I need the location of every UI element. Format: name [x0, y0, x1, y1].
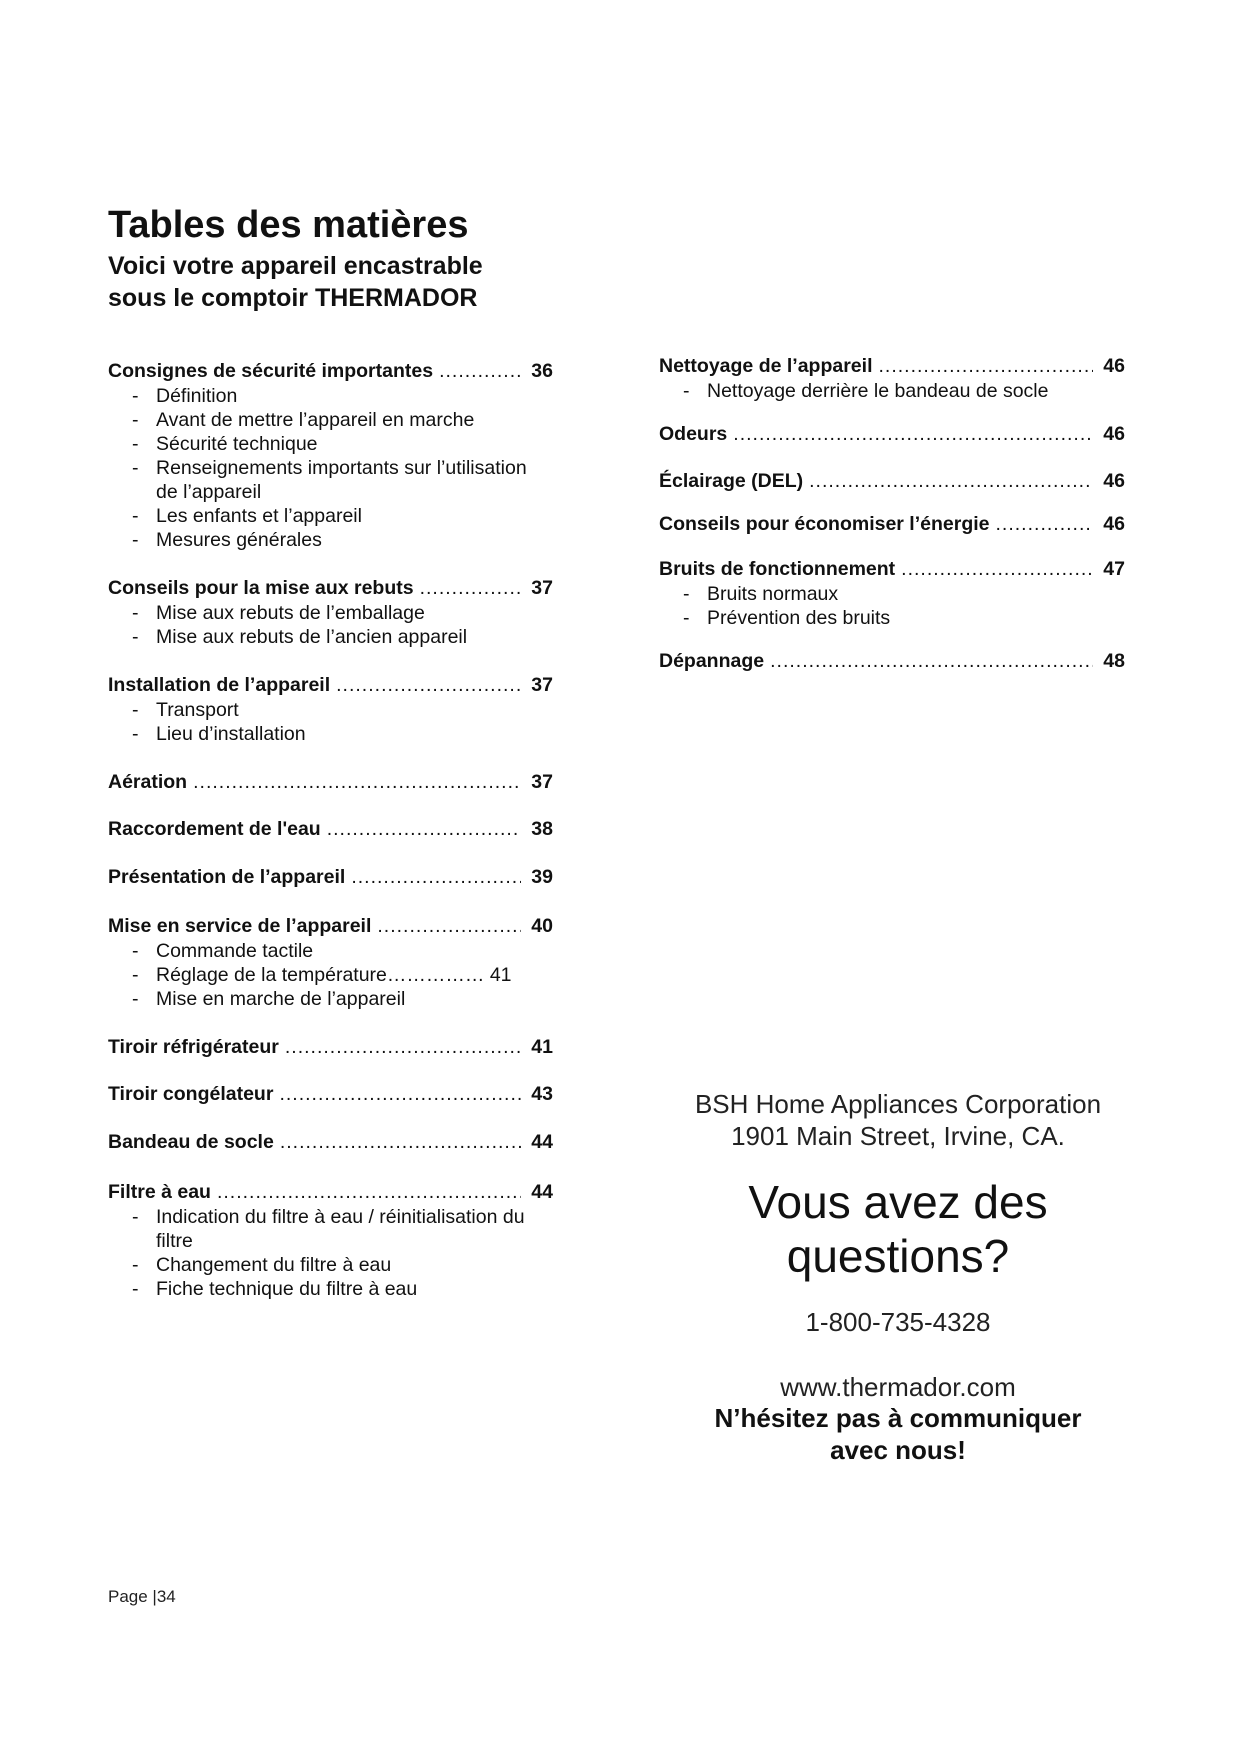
toc-entry-heading: [108, 1081, 553, 1107]
questions-heading: [680, 1175, 1116, 1283]
company-name: BSH Home Appliances Corporation: [694, 1089, 1102, 1119]
toc-subitem-list: [108, 939, 553, 1011]
toc-page-number: 46: [1103, 355, 1125, 377]
toc-entry: [108, 1179, 553, 1301]
toc-subitem-text: Mesures générales: [156, 529, 322, 551]
dash-bullet: -: [132, 940, 139, 962]
toc-entry: [659, 648, 1125, 674]
toc-entry-heading: [108, 672, 553, 698]
toc-entry-heading: [108, 575, 553, 601]
dot-leader: [351, 864, 521, 890]
toc-entry-title: Éclairage (DEL): [659, 470, 804, 492]
toc-subitem-text: Sécurité technique: [156, 433, 318, 455]
toc-subitem-text: Renseignements importants sur l’utilisation de l’appareil: [156, 457, 527, 503]
toc-subitem-text: Mise aux rebuts de l’ancien appareil: [156, 626, 468, 648]
dot-leader: [809, 468, 1093, 494]
dash-bullet: -: [132, 602, 139, 624]
toc-entry-title: Raccordement de l'eau: [108, 818, 321, 840]
phone-number: 1-800-735-4328: [805, 1307, 991, 1337]
toc-subitem-text: Changement du filtre à eau: [156, 1254, 392, 1276]
questions-line-1: Vous avez des: [748, 1176, 1048, 1228]
toc-page-number: 37: [531, 771, 553, 793]
toc-subitem: [132, 528, 553, 552]
toc-entry-heading: [108, 913, 553, 939]
dot-leader: [285, 1034, 521, 1060]
toc-subitem-text: Avant de mettre l’appareil en marche: [156, 409, 475, 431]
toc-left-column: [108, 358, 553, 1301]
toc-entry-heading: [659, 648, 1125, 674]
toc-entry-heading: [108, 816, 553, 842]
toc-subitem-list: [108, 384, 553, 552]
toc-entry-title: Bandeau de socle: [108, 1131, 274, 1153]
toc-entry-title: Tiroir réfrigérateur: [108, 1036, 279, 1058]
toc-entry: [659, 421, 1125, 447]
toc-entry-title: Dépannage: [659, 650, 765, 672]
dot-leader: [280, 1129, 521, 1155]
dash-bullet: -: [132, 723, 139, 745]
toc-subitem: [132, 504, 553, 528]
toc-page-number: 46: [1103, 513, 1125, 535]
dash-bullet: -: [132, 988, 139, 1010]
toc-entry-title: Bruits de fonctionnement: [659, 558, 896, 580]
dot-leader: [733, 421, 1093, 447]
toc-page-number: 39: [531, 866, 553, 888]
toc-subitem: [132, 384, 553, 408]
dot-leader: [770, 648, 1093, 674]
toc-entry-title: Conseils pour économiser l’énergie: [659, 513, 990, 535]
toc-subitem-list: [108, 698, 553, 746]
toc-subitem: [132, 987, 553, 1011]
cta-line-1: N’hésitez pas à communiquer: [714, 1403, 1082, 1433]
toc-subitem: [683, 582, 1125, 606]
toc-subitem-text: Lieu d’installation: [156, 723, 306, 745]
dash-bullet: -: [132, 699, 139, 721]
toc-subitem-text: Prévention des bruits: [707, 607, 891, 629]
toc-page-number: 40: [531, 915, 553, 937]
toc-entry-heading: [108, 864, 553, 890]
toc-entry-title: Filtre à eau: [108, 1181, 211, 1203]
toc-page-number: 46: [1103, 470, 1125, 492]
dot-leader: [377, 913, 521, 939]
toc-entry: [108, 913, 553, 1011]
toc-page-number: 47: [1103, 558, 1125, 580]
dash-bullet: -: [132, 964, 139, 986]
dash-bullet: -: [132, 626, 139, 648]
toc-entry: [108, 672, 553, 746]
toc-subitem: [132, 722, 553, 746]
toc-page-number: 37: [531, 577, 553, 599]
toc-entry-heading: [108, 769, 553, 795]
toc-right-column: [659, 353, 1125, 674]
dot-leader: [878, 353, 1093, 379]
dot-leader: [996, 511, 1093, 537]
toc-subitem-list: [659, 582, 1125, 630]
dash-bullet: -: [132, 1254, 139, 1276]
toc-subitem: [132, 939, 553, 963]
cta-line-2: avec nous!: [830, 1435, 966, 1465]
toc-entry-title: Installation de l’appareil: [108, 674, 331, 696]
toc-entry-title: Nettoyage de l’appareil: [659, 355, 873, 377]
toc-entry: [659, 556, 1125, 630]
toc-page-number: 46: [1103, 423, 1125, 445]
toc-subitem-text: Indication du filtre à eau / réinitialisation du filtre: [156, 1206, 525, 1252]
dash-bullet: -: [683, 380, 690, 402]
toc-entry-heading: [108, 1129, 553, 1155]
dash-bullet: -: [132, 433, 139, 455]
toc-entry-heading: [659, 421, 1125, 447]
dash-bullet: -: [683, 583, 690, 605]
toc-subitem: [132, 963, 553, 987]
toc-entry-title: Mise en service de l’appareil: [108, 915, 372, 937]
toc-subitem-text: Réglage de la température…………… 41: [156, 964, 512, 986]
website-url: www.thermador.com: [780, 1372, 1016, 1402]
toc-entry-heading: [659, 511, 1125, 537]
toc-subitem: [132, 1253, 553, 1277]
toc-entry-heading: [108, 358, 553, 384]
questions-line-2: questions?: [786, 1230, 1010, 1282]
toc-entry: [108, 1081, 553, 1107]
toc-entry: [108, 1034, 553, 1060]
dash-bullet: -: [132, 529, 139, 551]
dash-bullet: -: [132, 409, 139, 431]
toc-page-number: 44: [531, 1131, 553, 1153]
toc-subitem-text: Bruits normaux: [707, 583, 839, 605]
toc-subitem: [132, 601, 553, 625]
toc-subitem-text: Transport: [156, 699, 239, 721]
toc-subitem-text: Mise aux rebuts de l’emballage: [156, 602, 425, 624]
toc-page-number: 43: [531, 1083, 553, 1105]
toc-entry-title: Tiroir congélateur: [108, 1083, 274, 1105]
toc-subitem: [132, 1277, 553, 1301]
toc-entry: [108, 864, 553, 890]
dash-bullet: -: [132, 1206, 139, 1228]
toc-entry-title: Odeurs: [659, 423, 728, 445]
dot-leader: [217, 1179, 521, 1205]
toc-subitem-text: Mise en marche de l’appareil: [156, 988, 406, 1010]
contact-cta: [680, 1402, 1116, 1466]
toc-subitem-text: Définition: [156, 385, 238, 407]
dash-bullet: -: [132, 385, 139, 407]
toc-entry: [659, 353, 1125, 403]
dot-leader: [439, 358, 521, 384]
toc-subitem: [683, 379, 1125, 403]
toc-page-number: 44: [531, 1181, 553, 1203]
toc-page-number: 48: [1103, 650, 1125, 672]
toc-subitem: [132, 456, 553, 504]
page-subtitle: [108, 250, 628, 314]
company-address: 1901 Main Street, Irvine, CA.: [731, 1121, 1065, 1151]
dash-bullet: -: [132, 505, 139, 527]
toc-subitem: [132, 698, 553, 722]
toc-subitem: [132, 432, 553, 456]
toc-subitem: [132, 408, 553, 432]
page-number: Page |34: [108, 1587, 176, 1606]
dot-leader: [193, 769, 521, 795]
toc-entry: [659, 468, 1125, 494]
toc-entry-title: Présentation de l’appareil: [108, 866, 346, 888]
toc-entry-heading: [108, 1179, 553, 1205]
dash-bullet: -: [683, 607, 690, 629]
dash-bullet: -: [132, 457, 139, 479]
toc-page-number: 38: [531, 818, 553, 840]
toc-entry-title: Consignes de sécurité importantes: [108, 360, 434, 382]
toc-entry: [108, 575, 553, 649]
dot-leader: [901, 556, 1093, 582]
toc-entry-title: Conseils pour la mise aux rebuts: [108, 577, 414, 599]
toc-entry: [108, 769, 553, 795]
dot-leader: [336, 672, 521, 698]
page-title: Tables des matières: [108, 204, 469, 246]
toc-subitem-list: [108, 1205, 553, 1301]
toc-subitem-text: Commande tactile: [156, 940, 314, 962]
toc-entry-heading: [659, 556, 1125, 582]
toc-subitem: [132, 625, 553, 649]
toc-entry-heading: [659, 468, 1125, 494]
toc-entry: [659, 511, 1125, 537]
toc-subitem-text: Fiche technique du filtre à eau: [156, 1278, 418, 1300]
toc-page-number: 37: [531, 674, 553, 696]
dot-leader: [279, 1081, 521, 1107]
toc-subitem-list: [659, 379, 1125, 403]
toc-subitem-text: Les enfants et l’appareil: [156, 505, 362, 527]
toc-entry-heading: [659, 353, 1125, 379]
toc-subitem-text: Nettoyage derrière le bandeau de socle: [707, 380, 1049, 402]
toc-subitem: [132, 1205, 553, 1253]
subtitle-line-1: Voici votre appareil encastrable: [108, 252, 483, 280]
toc-page-number: 36: [531, 360, 553, 382]
dash-bullet: -: [132, 1278, 139, 1300]
toc-entry-title: Aération: [108, 771, 188, 793]
subtitle-line-2: sous le comptoir THERMADOR: [108, 284, 478, 312]
dot-leader: [420, 575, 521, 601]
dot-leader: [327, 816, 521, 842]
toc-entry: [108, 1129, 553, 1155]
toc-entry-heading: [108, 1034, 553, 1060]
toc-entry: [108, 358, 553, 552]
toc-entry: [108, 816, 553, 842]
toc-subitem-list: [108, 601, 553, 649]
toc-page-number: 41: [531, 1036, 553, 1058]
toc-subitem: [683, 606, 1125, 630]
